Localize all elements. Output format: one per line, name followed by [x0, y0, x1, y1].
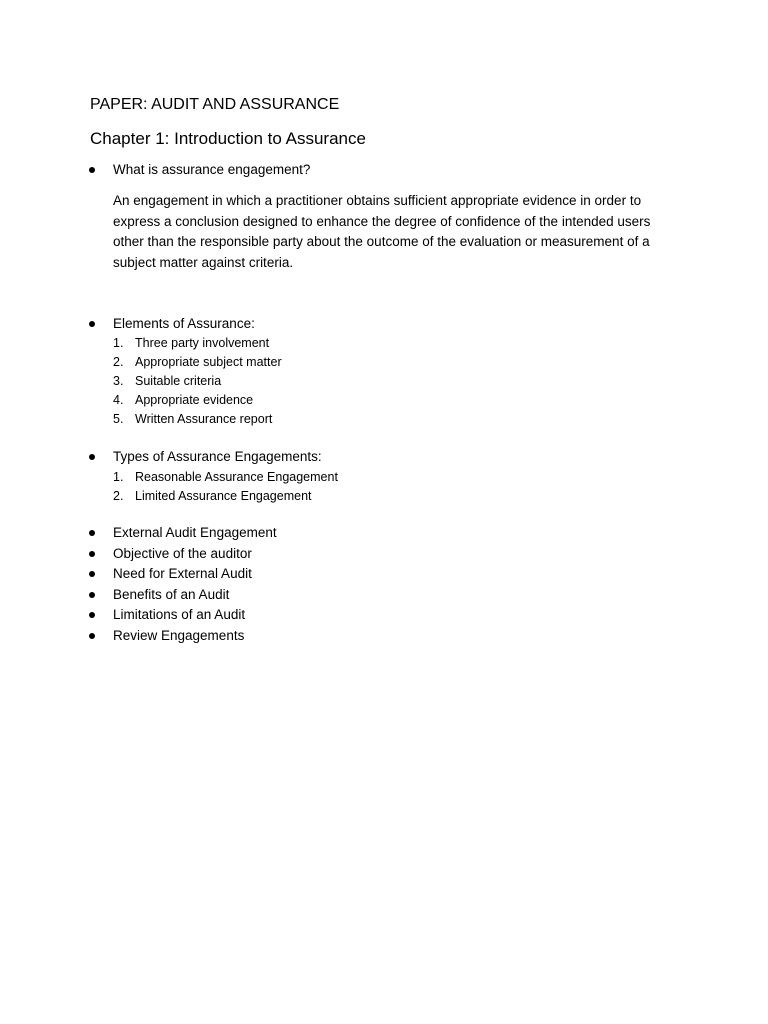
paragraph-line: express a conclusion designed to enhance the degree of confidence of the intended users: [113, 213, 651, 229]
bullet-icon: [89, 612, 95, 618]
list-item: Three party involvement: [135, 336, 270, 350]
definition-paragraph: [113, 191, 693, 273]
list-item: Suitable criteria: [135, 374, 222, 388]
list-number: 2.: [113, 355, 124, 369]
list-number: 1.: [113, 470, 124, 484]
bullet-icon: [89, 530, 95, 536]
types-heading: Types of Assurance Engagements:: [113, 449, 322, 464]
bullet-icon: [89, 592, 95, 598]
topic-item: Need for External Audit: [113, 566, 252, 581]
paragraph-line: An engagement in which a practitioner obtains sufficient appropriate evidence in order to: [113, 193, 642, 208]
paragraph-line: other than the responsible party about the outcome of the evaluation or measurement of a: [113, 234, 650, 249]
paper-title: PAPER: AUDIT AND ASSURANCE: [90, 96, 340, 113]
bullet-icon: [89, 571, 95, 577]
list-item: Limited Assurance Engagement: [135, 489, 312, 503]
list-number: 4.: [113, 393, 124, 407]
topic-item: Objective of the auditor: [113, 546, 252, 561]
question-heading: What is assurance engagement?: [113, 162, 311, 177]
chapter-heading: Chapter 1: Introduction to Assurance: [90, 129, 366, 148]
list-item: Appropriate evidence: [135, 393, 254, 407]
list-number: 5.: [113, 412, 124, 426]
list-item: Appropriate subject matter: [135, 355, 282, 369]
list-item: Reasonable Assurance Engagement: [135, 470, 338, 484]
list-number: 3.: [113, 374, 124, 388]
elements-heading: Elements of Assurance:: [113, 316, 255, 331]
bullet-icon: [89, 321, 95, 327]
paragraph-line: subject matter against criteria.: [113, 254, 294, 270]
list-number: 1.: [113, 336, 124, 350]
list-number: 2.: [113, 489, 124, 503]
bullet-icon: [89, 454, 95, 460]
topic-item: Limitations of an Audit: [113, 607, 246, 622]
list-item: Written Assurance report: [135, 412, 273, 426]
topic-item: Review Engagements: [113, 628, 245, 643]
bullet-icon: [89, 633, 95, 639]
topic-item: Benefits of an Audit: [113, 587, 230, 602]
bullet-icon: [89, 167, 95, 173]
topic-item: External Audit Engagement: [113, 525, 277, 540]
bullet-icon: [89, 551, 95, 557]
